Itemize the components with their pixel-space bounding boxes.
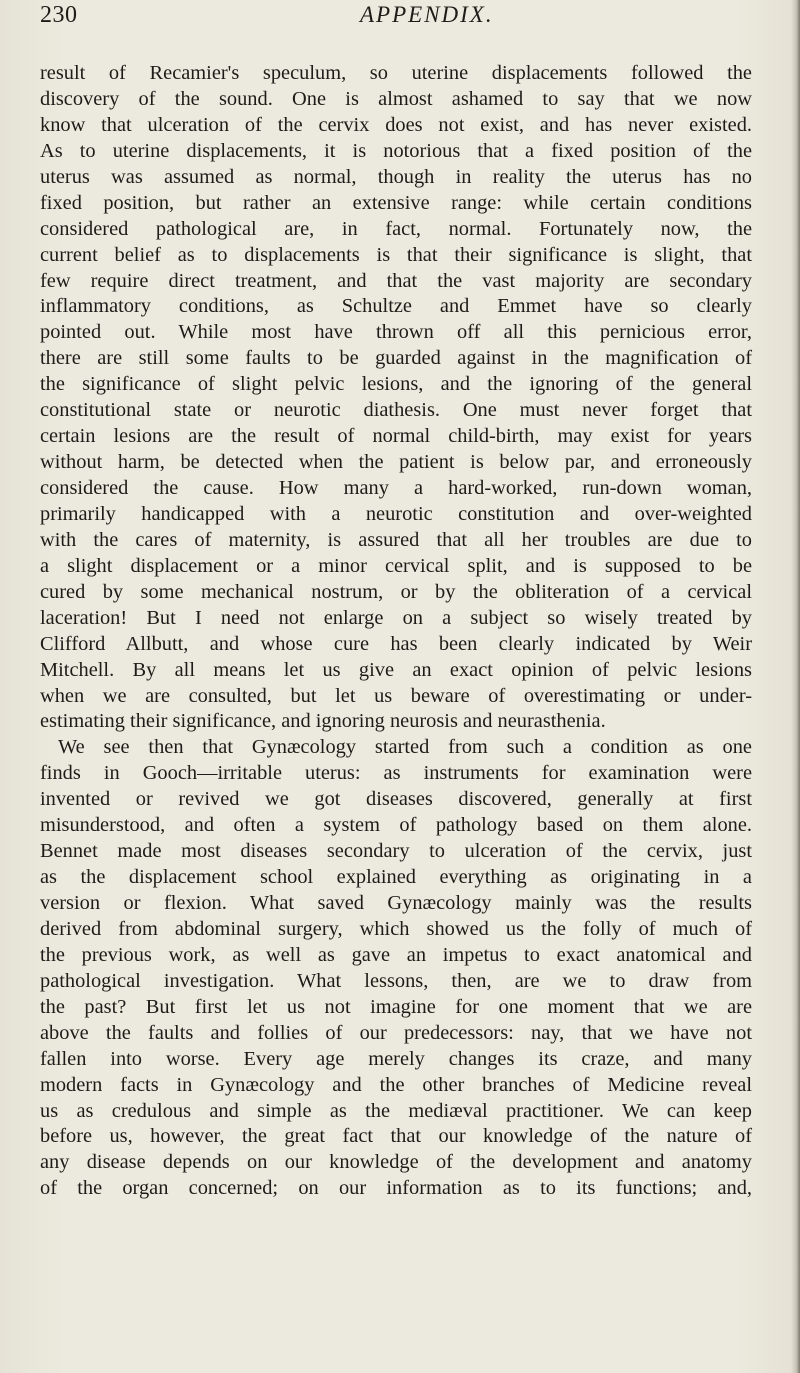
text-line: finds in Gooch—irritable uterus: as instruments for examination were xyxy=(40,762,752,785)
text-line: invented or revived we got diseases discovered, generally at first xyxy=(40,788,752,811)
text-line: when we are consulted, but let us beware of overestimating or under- xyxy=(40,684,752,707)
text-line: without harm, be detected when the patient is below par, and erroneously xyxy=(40,451,752,474)
text-line: above the faults and follies of our predecessors: nay, that we have not xyxy=(40,1021,752,1044)
text-line: uterus was assumed as normal, though in reality the uterus has no xyxy=(40,165,752,188)
text-line: us as credulous and simple as the mediæval practitioner. We can keep xyxy=(40,1099,752,1122)
text-line: cured by some mechanical nostrum, or by the obliteration of a cervical xyxy=(40,580,752,603)
text-line: of the organ concerned; on our information as to its functions; and, xyxy=(40,1177,752,1200)
text-line: misunderstood, and often a system of pathology based on them alone. xyxy=(40,814,752,837)
text-line: modern facts in Gynæcology and the other branches of Medicine reveal xyxy=(40,1073,752,1096)
text-line: constitutional state or neurotic diathesis. One must never forget that xyxy=(40,399,752,422)
text-line: any disease depends on our knowledge of the development and anatomy xyxy=(40,1151,752,1174)
text-line: primarily handicapped with a neurotic constitution and over-weighted xyxy=(40,502,752,525)
text-line: pointed out. While most have thrown off all this pernicious error, xyxy=(40,321,752,344)
text-line: derived from abdominal surgery, which showed us the folly of much of xyxy=(40,917,752,940)
text-line: a slight displacement or a minor cervical split, and is supposed to be xyxy=(40,554,752,577)
text-line: few require direct treatment, and that the vast majority are secondary xyxy=(40,269,752,292)
text-line: as the displacement school explained everything as originating in a xyxy=(40,866,752,889)
text-line: Clifford Allbutt, and whose cure has been clearly indicated by Weir xyxy=(40,632,752,655)
text-line: with the cares of maternity, is assured that all her troubles are due to xyxy=(40,528,752,551)
text-line: current belief as to displacements is that their significance is slight, that xyxy=(40,243,752,266)
body-text xyxy=(40,61,752,1202)
page-header xyxy=(40,2,740,42)
text-line: there are still some faults to be guarded against in the magnification of xyxy=(40,347,752,370)
text-line: considered the cause. How many a hard-worked, run-down woman, xyxy=(40,477,752,499)
text-line: Bennet made most diseases secondary to ulceration of the cervix, just xyxy=(40,840,752,863)
page-number: 230 xyxy=(40,2,78,28)
text-line: fallen into worse. Every age merely changes its craze, and many xyxy=(40,1047,752,1070)
paragraph-start-line: We see then that Gynæcology started from such a condition as one xyxy=(58,736,752,759)
text-line: know that ulceration of the cervix does not exist, and has never existed. xyxy=(40,113,752,136)
page-edge-shadow xyxy=(791,0,800,1373)
text-line: the previous work, as well as gave an impetus to exact anatomical and xyxy=(40,943,752,966)
text-line: result of Recamier's speculum, so uterine displacements followed the xyxy=(40,62,752,84)
text-line: pathological investigation. What lessons, then, are we to draw from xyxy=(40,969,752,992)
text-line: before us, however, the great fact that our knowledge of the nature of xyxy=(40,1125,752,1148)
text-line: the past? But first let us not imagine for one moment that we are xyxy=(40,995,752,1018)
text-line: the significance of slight pelvic lesions, and the ignoring of the general xyxy=(40,373,752,396)
text-line: Mitchell. By all means let us give an exact opinion of pelvic lesions xyxy=(40,658,752,681)
text-line: certain lesions are the result of normal child-birth, may exist for years xyxy=(40,425,752,448)
text-line: discovery of the sound. One is almost ashamed to say that we now xyxy=(40,87,752,110)
running-head: APPENDIX. xyxy=(360,2,494,27)
text-line: laceration! But I need not enlarge on a subject so wisely treated by xyxy=(40,606,752,629)
text-line: version or flexion. What saved Gynæcology mainly was the results xyxy=(40,892,752,914)
text-line: inflammatory conditions, as Schultze and Emmet have so clearly xyxy=(40,295,752,318)
text-line: fixed position, but rather an extensive range: while certain conditions xyxy=(40,191,752,214)
text-line: considered pathological are, in fact, normal. Fortunately now, the xyxy=(40,217,752,240)
text-line: estimating their significance, and ignoring neurosis and neurasthenia. xyxy=(40,710,606,733)
text-line: As to uterine displacements, it is notorious that a fixed position of the xyxy=(40,139,752,162)
